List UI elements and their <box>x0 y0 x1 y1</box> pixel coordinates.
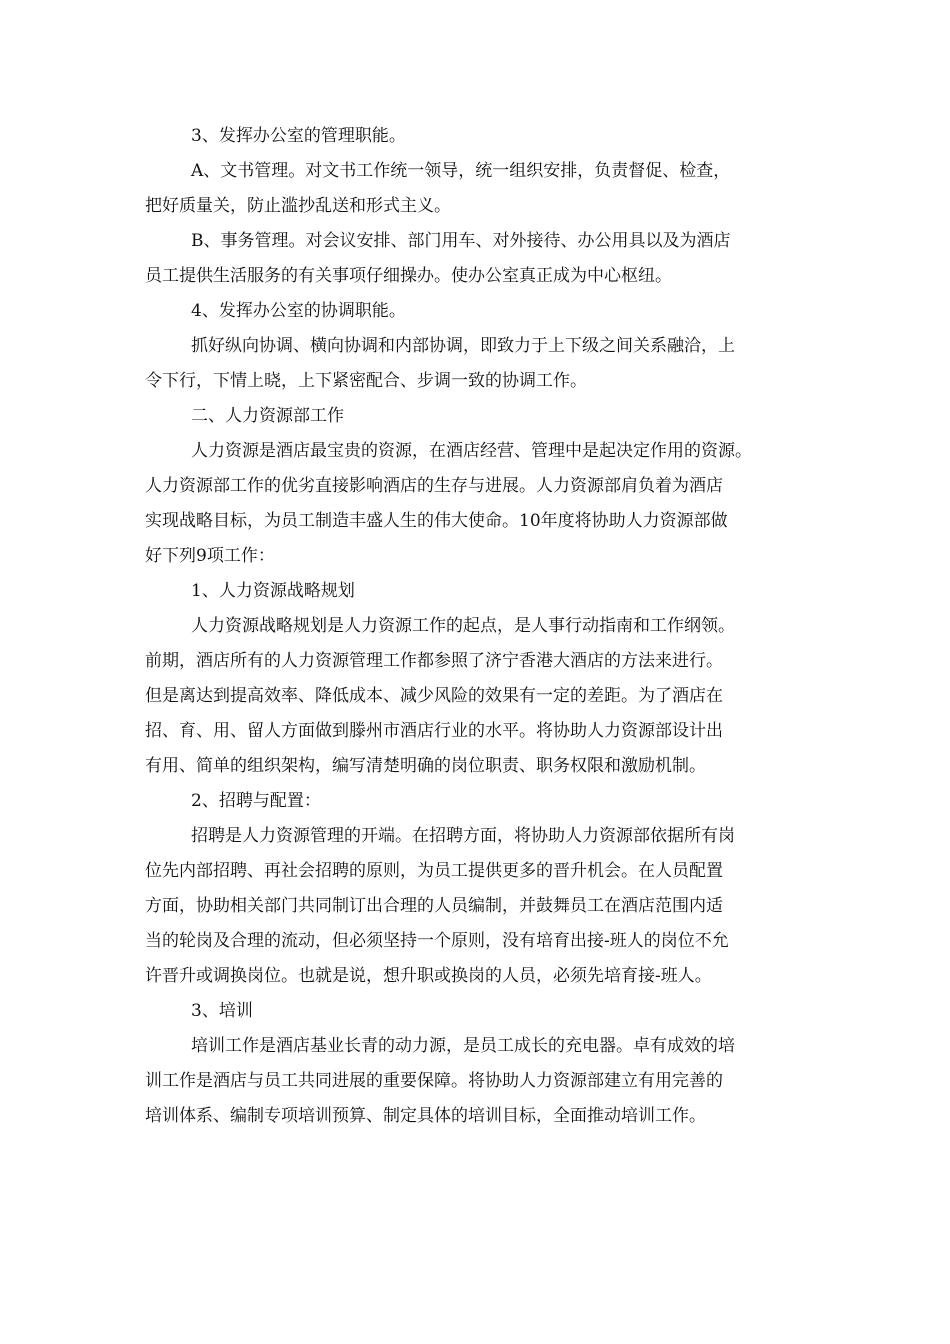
text-line: 3、培训 <box>191 1001 253 1021</box>
paragraph <box>145 1029 825 1134</box>
text-line: 前期，酒店所有的人力资源管理工作都参照了济宁香港大酒店的方法来进行。 <box>145 651 723 671</box>
text-line: 令下行，下情上晓，上下紧密配合、步调一致的协调工作。 <box>145 371 587 391</box>
text-line: 4、发挥办公室的协调职能。 <box>191 301 406 321</box>
paragraph <box>145 574 825 609</box>
paragraph <box>145 294 825 329</box>
text-line: 人力资源是酒店最宝贵的资源，在酒店经营、管理中是起决定作用的资源。 <box>191 441 752 461</box>
paragraph <box>145 784 825 819</box>
text-line: 许晋升或调换岗位。也就是说，想升职或换岗的人员，必须先培育接-班人。 <box>145 966 712 986</box>
text-line: 好下列9项工作： <box>145 546 275 566</box>
paragraph <box>145 119 825 154</box>
text-line: 方面，协助相关部门共同制订出合理的人员编制，并鼓舞员工在酒店范围内适 <box>145 896 723 916</box>
paragraph <box>145 434 825 574</box>
text-line: 培训工作是酒店基业长青的动力源，是员工成长的充电器。卓有成效的培 <box>191 1036 735 1056</box>
text-line: 人力资源战略规划是人力资源工作的起点，是人事行动指南和工作纲领。 <box>191 616 735 636</box>
text-line: 培训体系、编制专项培训预算、制定具体的培训目标，全面推动培训工作。 <box>145 1106 706 1126</box>
text-line: 招聘是人力资源管理的开端。在招聘方面，将协助人力资源部依据所有岗 <box>191 826 735 846</box>
text-line: 二、人力资源部工作 <box>191 406 344 426</box>
text-line: 人力资源部工作的优劣直接影响酒店的生存与进展。人力资源部肩负着为酒店 <box>145 476 723 496</box>
document-body <box>145 119 825 1134</box>
paragraph <box>145 399 825 434</box>
text-line: 2、招聘与配置： <box>191 791 321 811</box>
paragraph <box>145 154 825 224</box>
text-line: 但是离达到提高效率、降低成本、减少风险的效果有一定的差距。为了酒店在 <box>145 686 723 706</box>
text-line: 训工作是酒店与员工共同进展的重要保障。将协助人力资源部建立有用完善的 <box>145 1071 723 1091</box>
text-line: 把好质量关，防止滥抄乱送和形式主义。 <box>145 196 451 216</box>
text-line: 有用、简单的组织架构，编写清楚明确的岗位职责、职务权限和激励机制。 <box>145 756 706 776</box>
paragraph <box>145 819 825 994</box>
text-line: A、文书管理。对文书工作统一领导，统一组织安排，负责督促、检查， <box>191 161 731 181</box>
text-line: 当的轮岗及合理的流动，但必须坚持一个原则，没有培育出接-班人的岗位不允 <box>145 931 729 951</box>
text-line: B、事务管理。对会议安排、部门用车、对外接待、办公用具以及为酒店 <box>191 231 731 251</box>
paragraph <box>145 329 825 399</box>
text-line: 招、育、用、留人方面做到滕州市酒店行业的水平。将协助人力资源部设计出 <box>145 721 723 741</box>
text-line: 1、人力资源战略规划 <box>191 581 355 601</box>
text-line: 实现战略目标，为员工制造丰盛人生的伟大使命。10年度将协助人力资源部做 <box>145 511 728 531</box>
text-line: 位先内部招聘、再社会招聘的原则，为员工提供更多的晋升机会。在人员配置 <box>145 861 723 881</box>
paragraph <box>145 224 825 294</box>
paragraph <box>145 609 825 784</box>
text-line: 抓好纵向协调、横向协调和内部协调，即致力于上下级之间关系融洽，上 <box>191 336 735 356</box>
text-line: 员工提供生活服务的有关事项仔细操办。使办公室真正成为中心枢纽。 <box>145 266 672 286</box>
paragraph <box>145 994 825 1029</box>
text-line: 3、发挥办公室的管理职能。 <box>191 126 406 146</box>
